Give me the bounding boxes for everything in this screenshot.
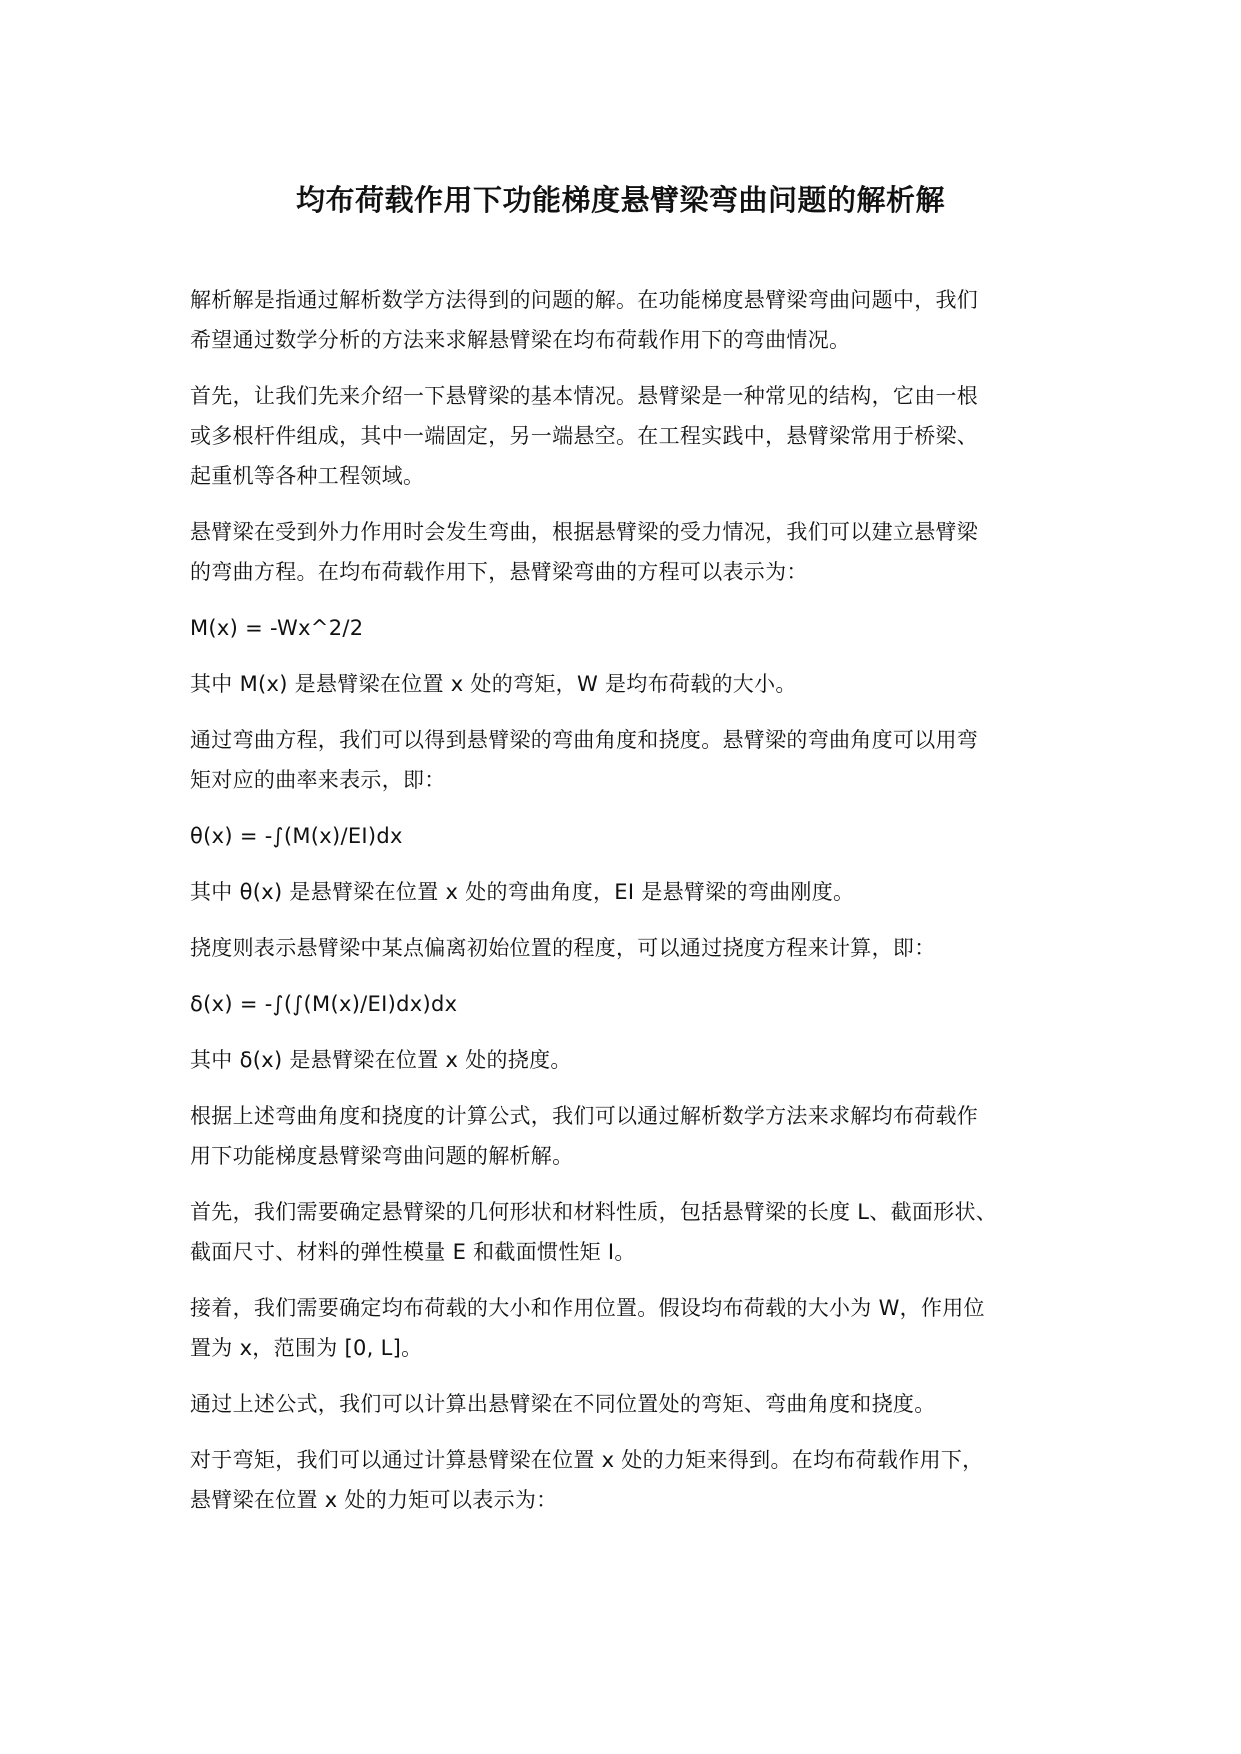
paragraph-cantilever-basics: 首先，让我们先来介绍一下悬臂梁的基本情况。悬臂梁是一种常见的结构，它由一根 或多根杆件组成，其中一端固定，另一端悬空。在工程实践中，悬臂梁常用于桥梁、 起重机等各种工程领域。 [190,384,979,488]
paragraph-angle-definition: 其中 θ(x) 是悬臂梁在位置 x 处的弯曲角度，EI 是悬臂梁的弯曲刚度。 [190,880,855,904]
paragraph-load-position: 接着，我们需要确定均布荷载的大小和作用位置。假设均布荷载的大小为 W，作用位 置为 x，范围为 [0, L]。 [190,1296,985,1360]
paragraph-bending-angle: 通过弯曲方程，我们可以得到悬臂梁的弯曲角度和挠度。悬臂梁的弯曲角度可以用弯 矩对应的曲率来表示，即： [190,728,979,792]
paragraph-deflection-definition: 其中 δ(x) 是悬臂梁在位置 x 处的挠度。 [190,1048,572,1072]
paragraph-moment-calc: 对于弯矩，我们可以通过计算悬臂梁在位置 x 处的力矩来得到。在均布荷载作用下， 悬臂梁在位置 x 处的力矩可以表示为： [190,1448,984,1512]
paragraph-bending-equation: 悬臂梁在受到外力作用时会发生弯曲，根据悬臂梁的受力情况，我们可以建立悬臂梁 的弯曲方程。在均布荷载作用下，悬臂梁弯曲的方程可以表示为： [190,520,979,584]
formula-deflection: δ(x) = -∫(∫(M(x)/EI)dx)dx [190,992,458,1016]
paragraph-deflection: 挠度则表示悬臂梁中某点偏离初始位置的程度，可以通过挠度方程来计算，即： [190,936,936,960]
document-body [190,280,1070,1536]
formula-angle: θ(x) = -∫(M(x)/EI)dx [190,824,403,848]
paragraph-intro: 解析解是指通过解析数学方法得到的问题的解。在功能梯度悬臂梁弯曲问题中，我们 希望通过数学分析的方法来求解悬臂梁在均布荷载作用下的弯曲情况。 [190,288,979,352]
formula-moment: M(x) = -Wx^2/2 [190,616,364,640]
paragraph-analytic-solution: 根据上述弯曲角度和挠度的计算公式，我们可以通过解析数学方法来求解均布荷载作 用下功能梯度悬臂梁弯曲问题的解析解。 [190,1104,979,1168]
paragraph-moment-definition: 其中 M(x) 是悬臂梁在位置 x 处的弯矩，W 是均布荷载的大小。 [190,672,797,696]
document-title: 均布荷载作用下功能梯度悬臂梁弯曲问题的解析解 [295,183,945,217]
paragraph-compute: 通过上述公式，我们可以计算出悬臂梁在不同位置处的弯矩、弯曲角度和挠度。 [190,1392,936,1416]
paragraph-geometry-material: 首先，我们需要确定悬臂梁的几何形状和材料性质，包括悬臂梁的长度 L、截面形状、 截面尺寸、材料的弹性模量 E 和截面惯性矩 I。 [190,1200,998,1264]
